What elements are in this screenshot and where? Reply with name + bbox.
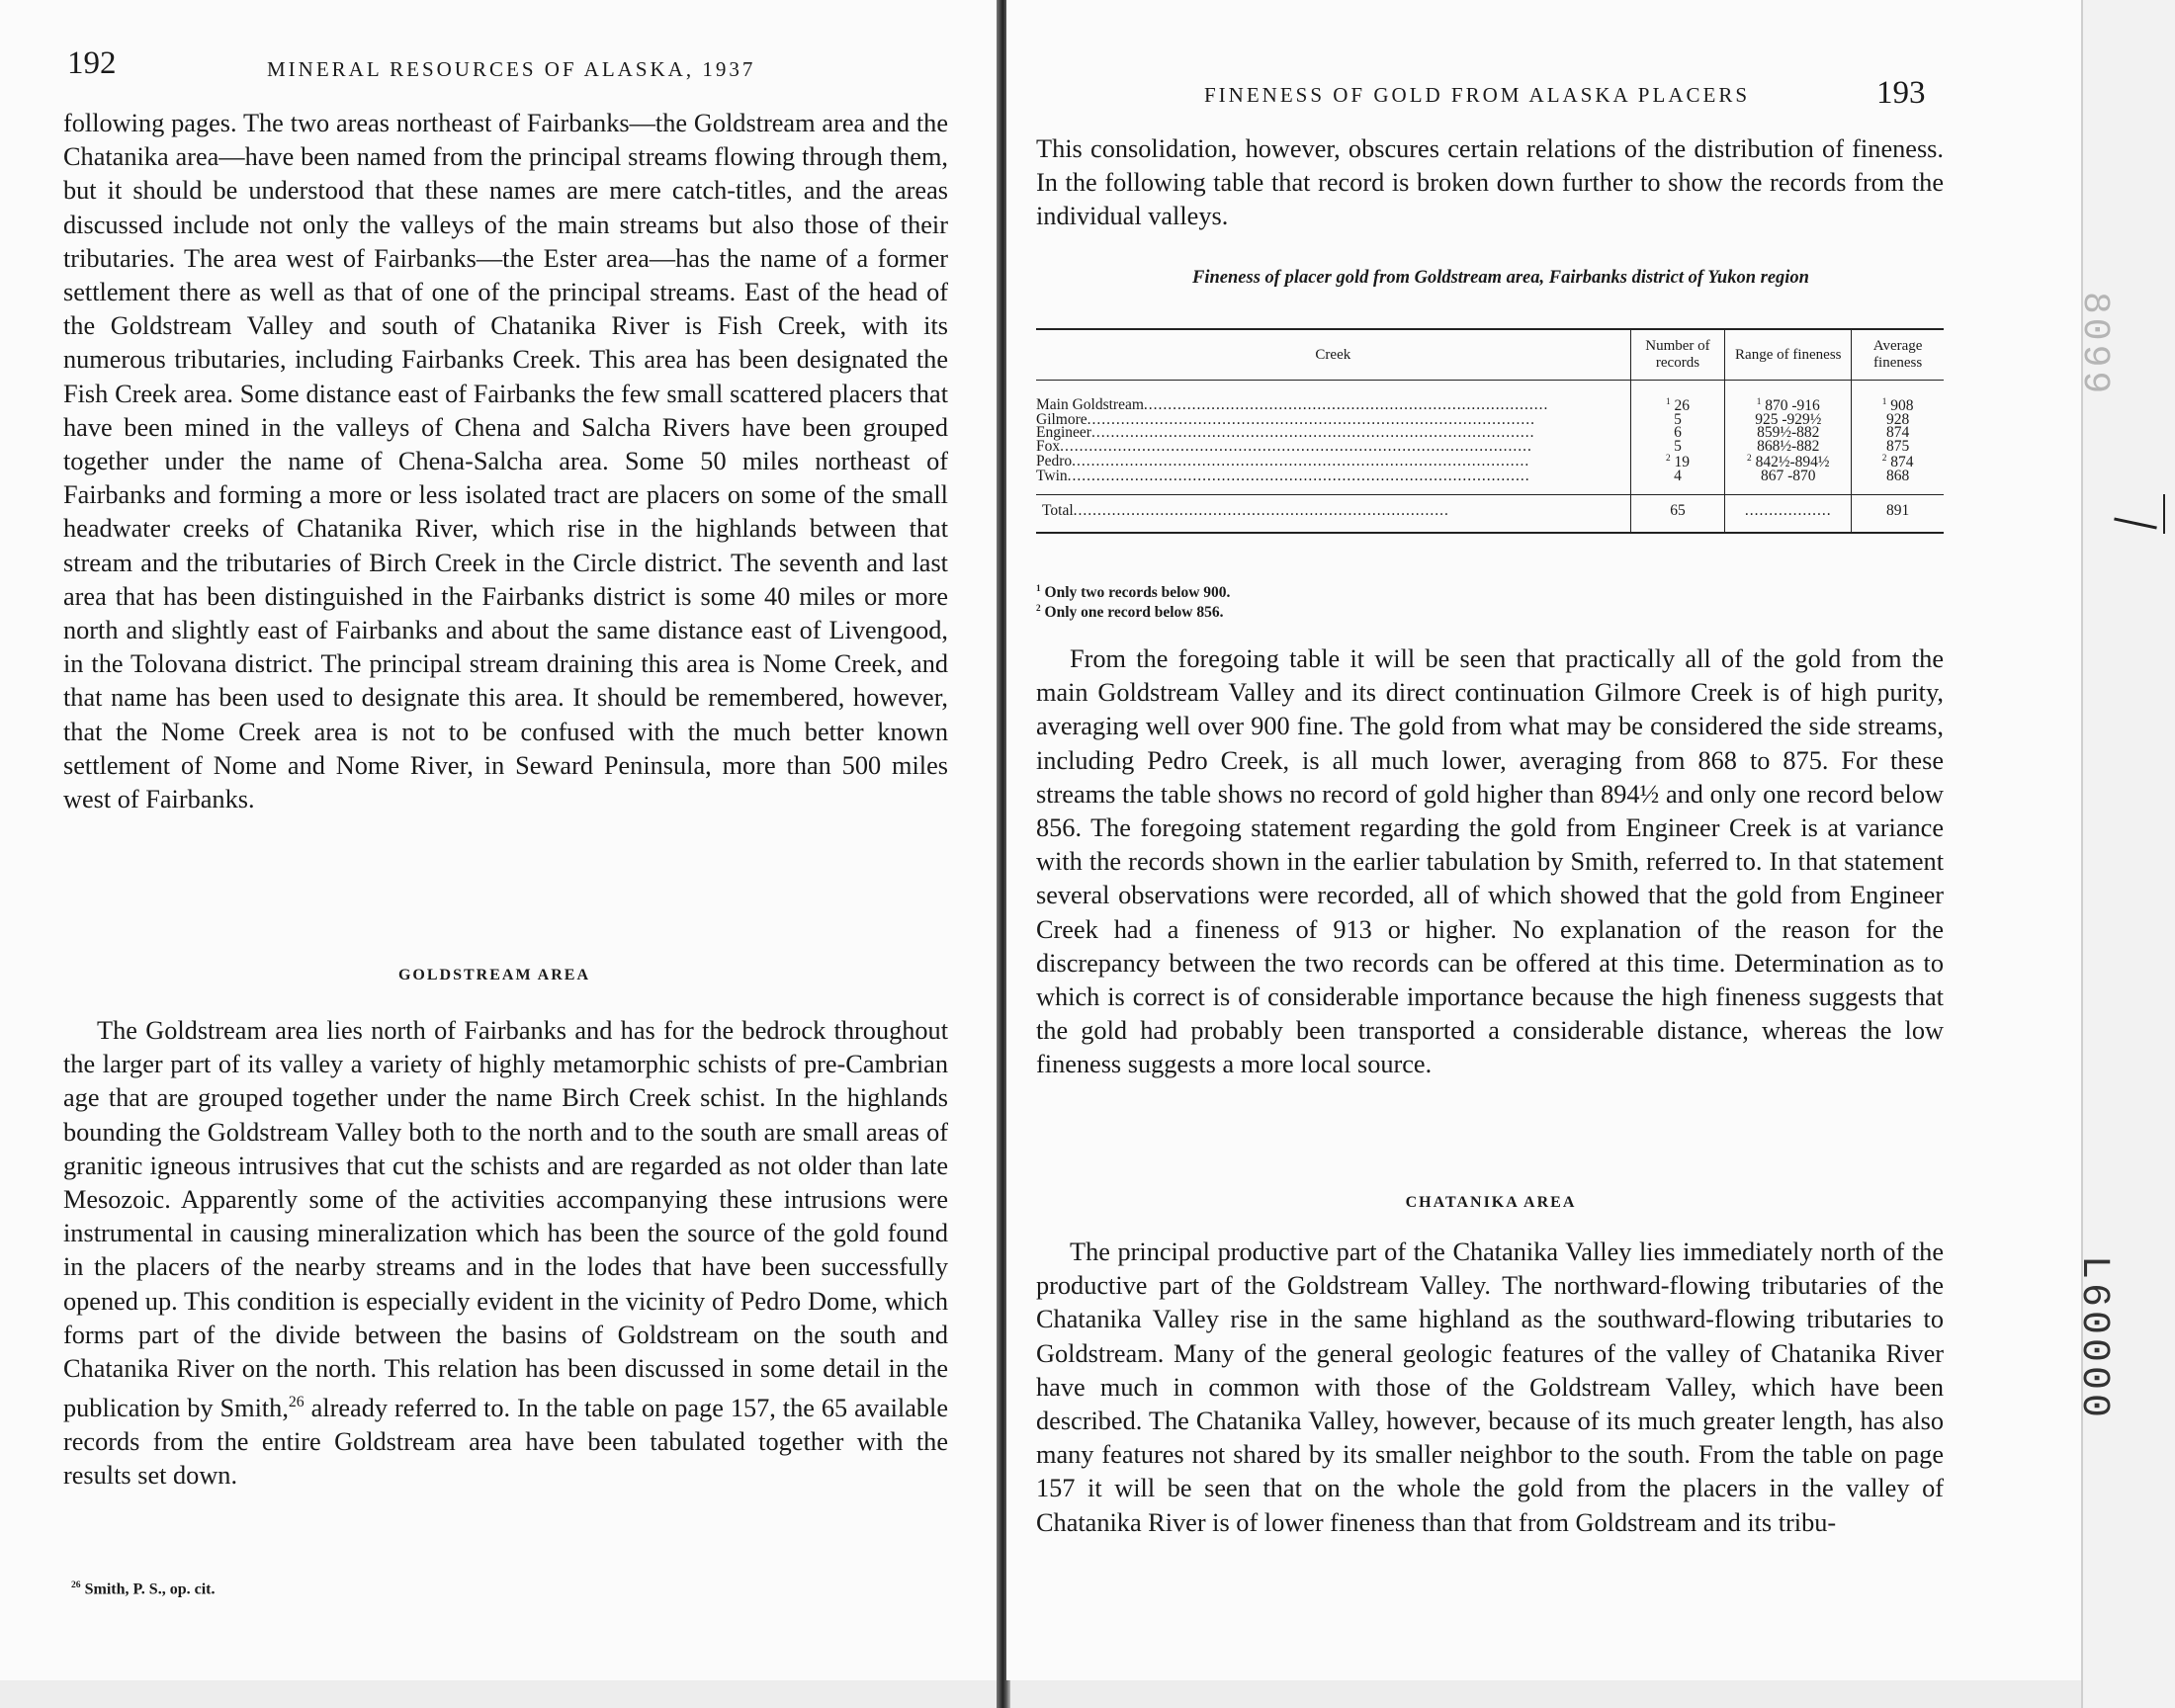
table-row [1036, 381, 1944, 413]
range-cell: 859½-882 [1725, 426, 1852, 440]
total-range-cell: .................. [1725, 495, 1852, 533]
chatanika-heading: CHATANIKA AREA [1405, 1194, 1577, 1211]
table-note: $^2$ Only one record below 856. [1036, 604, 1224, 622]
footnote-marker: 26 [71, 1580, 81, 1590]
total-average-cell: 891 [1852, 495, 1944, 533]
analysis-paragraph: From the foregoing table it will be seen that practically all of the gold from the main Goldstream Valley and its direct continuation Gilmore Creek is of high purity, averaging well over 900 fine. The gold from what may be considered the side streams, including Pedro Creek, is all much lower, averaging from 868 to 875. For these streams the table shows no record of gold higher than 894½ and only one record below 856. The foregoing statement regarding the gold from Engineer Creek is at variance with the records shown in the earlier tabulation by Smith, referred to. In that statement several observations were recorded, all of which showed that the gold from Engineer Creek had a fineness of 913 or higher. No explanation of the reason for the discrepancy between the two records can be offered at this time. Determination as to which is correct is of considerable importance because the high fineness suggests that the gold had probably been transported a considerable distance, whereas the low fineness suggests a more local source. [1036, 644, 1944, 1079]
margin-stamp-upper: 8099 [2073, 292, 2116, 398]
number-cell: 4 [1630, 470, 1725, 495]
creek-cell: Twin................................................................................................ [1036, 467, 1530, 484]
average-cell: $^1$ 908 [1852, 381, 1944, 413]
margin-stamp-lower: L60000 [2071, 1255, 2116, 1422]
header-number: Number of records [1630, 329, 1725, 381]
right-running-head: FINENESS OF GOLD FROM ALASKA PLACERS [1204, 83, 1751, 107]
range-cell: $^1$ 870 -916 [1725, 381, 1852, 413]
right-intro-paragraph: This consolidation, however, obscures certain relations of the distribution of fineness. In the following table that record is broken down further to show the records from the individual valleys. [1036, 134, 1944, 231]
header-range: Range of fineness [1725, 329, 1852, 381]
right-intro [1036, 132, 1944, 234]
chatanika-body [1036, 1236, 1944, 1540]
left-running-head: MINERAL RESOURCES OF ALASKA, 1937 [267, 57, 756, 81]
header-creek: Creek [1036, 329, 1630, 381]
footnote-ref: 26 [288, 1394, 304, 1411]
table-row [1036, 440, 1944, 454]
average-cell: 875 [1852, 440, 1944, 454]
right-page [1006, 0, 2124, 1680]
header-average: Average fineness [1852, 329, 1944, 381]
creek-cell: Gilmore............................................................................................. [1036, 410, 1536, 428]
table-notes [1036, 581, 1230, 621]
table-note: $^1$ Only two records below 900. [1036, 584, 1231, 602]
goldstream-paragraph [63, 1014, 948, 1494]
average-cell: $^2$ 874 [1852, 453, 1944, 470]
number-cell: 5 [1630, 440, 1725, 454]
average-cell: 928 [1852, 413, 1944, 427]
left-body [63, 107, 948, 816]
creek-cell: Fox.................................................................................................. [1036, 437, 1532, 455]
number-cell: 5 [1630, 413, 1725, 427]
left-footnote [71, 1580, 215, 1598]
range-cell: 868½-882 [1725, 440, 1852, 454]
creek-cell: Pedro............................................................................................... [1036, 452, 1530, 470]
creek-cell: Main Goldstream.................................................................................... [1036, 395, 1549, 413]
footnote-text: Smith, P. S., op. cit. [84, 1580, 216, 1598]
range-cell: 867 -870 [1725, 470, 1852, 495]
right-page-number: 193 [1876, 75, 1926, 111]
table-header-row [1036, 329, 1944, 381]
table-total-row [1036, 495, 1944, 533]
goldstream-body [63, 1014, 948, 1494]
average-cell: 874 [1852, 426, 1944, 440]
left-page [0, 0, 999, 1680]
average-cell: 868 [1852, 470, 1944, 495]
number-cell: 6 [1630, 426, 1725, 440]
goldstream-heading: GOLDSTREAM AREA [397, 967, 591, 983]
chatanika-paragraph: The principal productive part of the Chatanika Valley lies immediately north of the productive part of the Goldstream Valley. The northward-flowing tributaries of the Chatanika Valley rise in the same highland as the southward-flowing tributaries to Goldstream. Many of the general geologic features of the valley of Chatanika River have much in common with those of the Goldstream Valley, which have been described. The Chatanika Valley, however, because of its much greater length, has also many features not shared by its smaller neighbor to the south. From the table on page 157 it will be seen that on the whole the gold from the placers in the valley of Chatanika River is of lower fineness than that from Goldstream and its tribu- [1036, 1238, 1944, 1537]
goldstream-text-b: already referred to. In the table on page 157, the 65 available records from the entire Goldstream area have been tabulated together with the results set down. [63, 1394, 949, 1491]
goldstream-text-a: The Goldstream area lies north of Fairbanks and has for the bedrock throughout the larger part of its valley a variety of highly metamorphic schists of pre-Cambrian age that are grouped together under the name Birch Creek schist. In the highlands bounding the Goldstream Valley both to the north and to the south are small areas of granitic igneous intrusives that cut the schists and are regarded as not older than late Mesozoic. Apparently some of the activities accompanying these intrusions were instrumental in causing mineralization which has been the source of the gold found in the placers of the nearby streams and in the lodes that have been successfully opened up. This condition is especially evident in the vicinity of Pedro Dome, which forms part of the divide between the basins of Goldstream on the south and Chatanika River on the north. This relation has been discussed in some detail in the publication by Smith, [63, 1016, 948, 1422]
margin-mark [2163, 494, 2165, 534]
range-cell: $^2$ 842½-894½ [1725, 453, 1852, 470]
total-label-cell: Total.............................................................................. [1036, 495, 1630, 533]
table-row [1036, 470, 1944, 495]
total-number-cell: 65 [1630, 495, 1725, 533]
fineness-table [1036, 328, 1944, 534]
analysis-body [1036, 642, 1944, 1082]
number-cell: $^2$ 19 [1630, 453, 1725, 470]
intro-paragraph: following pages. The two areas northeast of Fairbanks—the Goldstream area and the Chatanika area—have been named from the principal streams flowing through them, but it should be understood that these names are mere catch-titles, and the areas discussed include not only the valleys of the main streams but also those of their tributaries. The area west of Fairbanks—the Ester area—has the name of a former settlement there as well as that of one of the principal streams. East of the head of the Goldstream Valley and south of Chatanika River is Fish Creek, with its numerous tributaries, including Fairbanks Creek. This area has been designated the Fish Creek area. Some distance east of Fairbanks the few small scattered placers that have been mined in the valleys of Chena and Salcha Rivers have been grouped together under the name of Chena-Salcha area. Some 50 miles northeast of Fairbanks and forming a more or less isolated tract are placers on some of the small headwater creeks of Chatanika River, which rise in the highlands between that stream and the tributaries of Birch Creek in the Circle district. The seventh and last area that has been distinguished in the Fairbanks district is some 40 miles or more north and slightly east of Fairbanks and about the same distance east of Livengood, in the Tolovana district. The principal stream draining this area is Nome Creek, and that name has been used to designate this area. It should be remembered, however, that the Nome Creek area is not to be confused with the much better known settlement of Nome and Nome River, in Seward Peninsula, more than 500 miles west of Fairbanks. [63, 109, 948, 814]
number-cell: $^1$ 26 [1630, 381, 1725, 413]
table-caption: Fineness of placer gold from Goldstream area, Fairbanks district of Yukon region [1192, 268, 1809, 288]
left-page-number: 192 [67, 45, 117, 81]
creek-cell: Engineer............................................................................................ [1036, 424, 1535, 442]
margin-strip [2081, 0, 2175, 1708]
range-cell: 925 -929½ [1725, 413, 1852, 427]
